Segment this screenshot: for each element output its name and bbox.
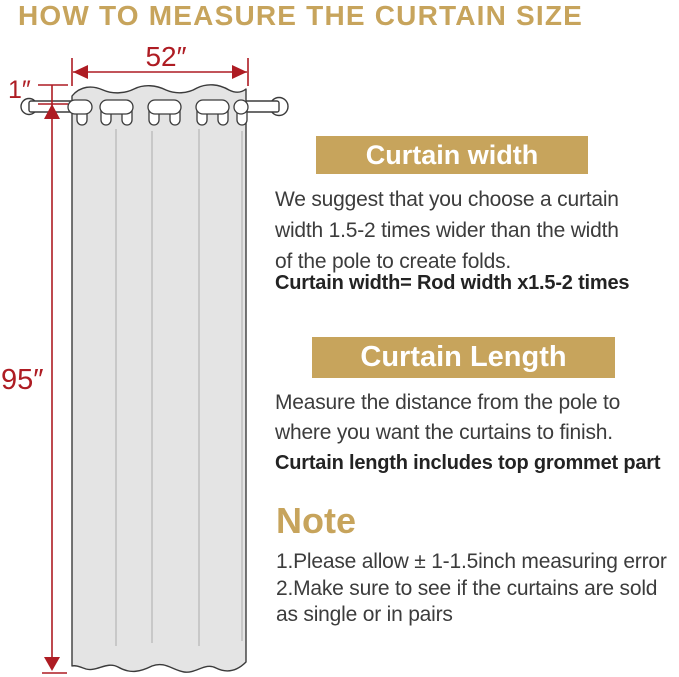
note-heading: Note xyxy=(276,500,356,541)
curtain-width-formula: Curtain width= Rod width x1.5-2 times xyxy=(275,272,630,294)
grommet-top-label: 1″ xyxy=(8,76,31,104)
arrow-down-icon xyxy=(44,657,60,671)
curtain-length-formula: Curtain length includes top grommet part xyxy=(275,452,661,474)
arrow-right-icon xyxy=(232,65,247,79)
rod-width-label: 52″ xyxy=(145,45,187,72)
curtain-measurement-diagram xyxy=(0,45,300,677)
note-list: 1.Please allow ± 1-1.5inch measuring error 2.Make sure to see if the curtains are sold as single or in pairs xyxy=(276,550,667,626)
arrow-left-icon xyxy=(73,65,88,79)
curtain-length-heading xyxy=(312,337,615,378)
curtain-width-heading xyxy=(316,136,588,174)
curtain-width-description: We suggest that you choose a curtain width 1.5-2 times wider than the width of the pole to create folds. xyxy=(275,188,619,273)
curtain-length-description: Measure the distance from the pole to where you want the curtains to finish. xyxy=(275,391,621,444)
page-title: HOW TO MEASURE THE CURTAIN SIZE xyxy=(18,0,584,31)
curtain-length-heading-label: Curtain Length xyxy=(360,341,567,373)
curtain-length-label: 95″ xyxy=(1,364,44,396)
curtain-width-heading-label: Curtain width xyxy=(365,139,539,170)
rod-width-dimension xyxy=(72,45,248,86)
curtain-length-dimension xyxy=(1,85,67,673)
curtain-panel xyxy=(72,85,246,672)
